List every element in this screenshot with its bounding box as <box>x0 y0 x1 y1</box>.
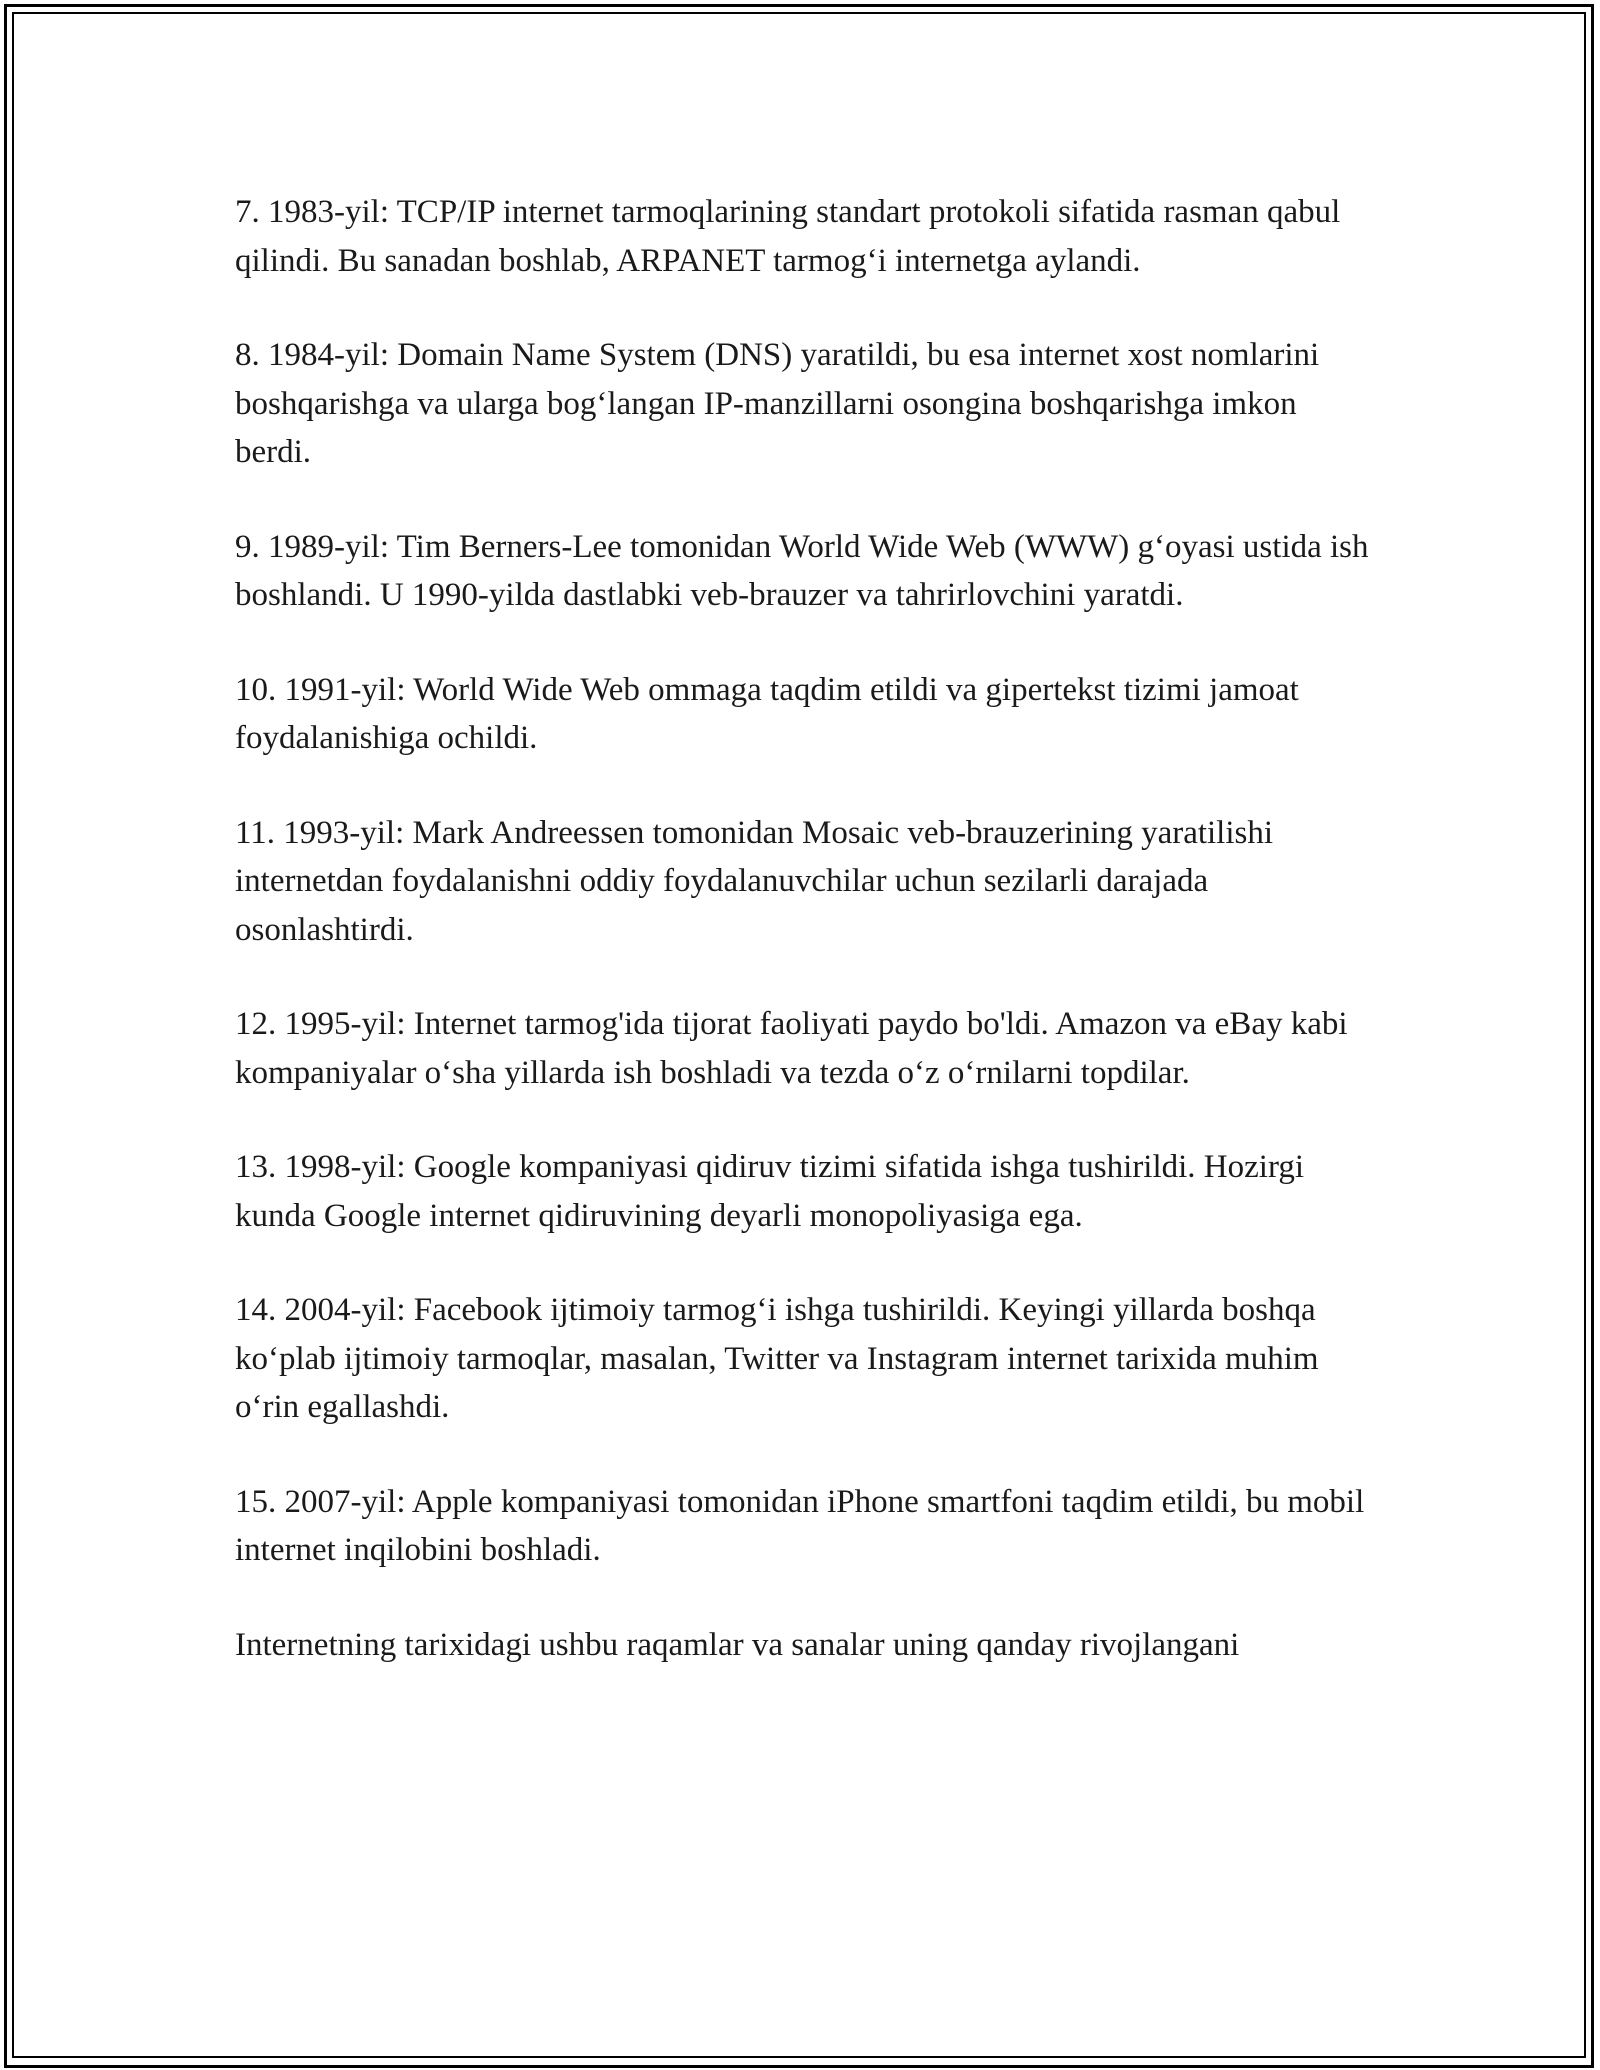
paragraph-1993: 11. 1993-yil: Mark Andreessen tomonidan Mosaic veb-brauzerining yaratilishi internetdan foydalanishni oddiy foydalanuvchilar uchun sezilarli darajada osonlashtirdi. <box>235 814 1274 948</box>
paragraph-1983: 7. 1983-yil: TCP/IP internet tarmoqlarining standart protokoli sifatida rasman qabul qilindi. Bu sanadan boshlab, ARPANET tarmog‘i internetga aylandi. <box>235 194 1341 279</box>
paragraph-2004: 14. 2004-yil: Facebook ijtimoiy tarmog‘i ishga tushirildi. Keyingi yillarda boshqa ko‘plab ijtimoiy tarmoqlar, masalan, Twitter va Instagram internet tarixida muhim o‘rin egallashdi. <box>235 1292 1319 1425</box>
paragraph-1989: 9. 1989-yil: Tim Berners-Lee tomonidan World Wide Web (WWW) g‘oyasi ustida ish boshlandi. U 1990-yilda dastlabki veb-brauzer va tahrirlovchini yaratdi. <box>235 528 1369 613</box>
paragraph-1995: 12. 1995-yil: Internet tarmog'ida tijorat faoliyati paydo bo'ldi. Amazon va eBay kabi kompaniyalar o‘sha yillarda ish boshladi va tezda o‘z o‘rnilarni topdilar. <box>235 1006 1348 1091</box>
paragraph-1998: 13. 1998-yil: Google kompaniyasi qidiruv tizimi sifatida ishga tushirildi. Hozirgi kunda Google internet qidiruvining deyarli monopoliyasiga ega. <box>235 1149 1305 1234</box>
paragraph-2007: 15. 2007-yil: Apple kompaniyasi tomonidan iPhone smartfoni taqdim etildi, bu mobil internet inqilobini boshladi. <box>235 1483 1365 1568</box>
document-body <box>235 188 1375 1715</box>
paragraph-1984: 8. 1984-yil: Domain Name System (DNS) yaratildi, bu esa internet xost nomlarini boshqarishga va ularga bog‘langan IP-manzillarni osongina boshqarishga imkon berdi. <box>235 337 1320 470</box>
paragraph-1991: 10. 1991-yil: World Wide Web ommaga taqdim etildi va gipertekst tizimi jamoat foydalanishiga ochildi. <box>235 671 1299 756</box>
paragraph-conclusion: Internetning tarixidagi ushbu raqamlar va sanalar uning qanday rivojlangani <box>235 1626 1240 1663</box>
